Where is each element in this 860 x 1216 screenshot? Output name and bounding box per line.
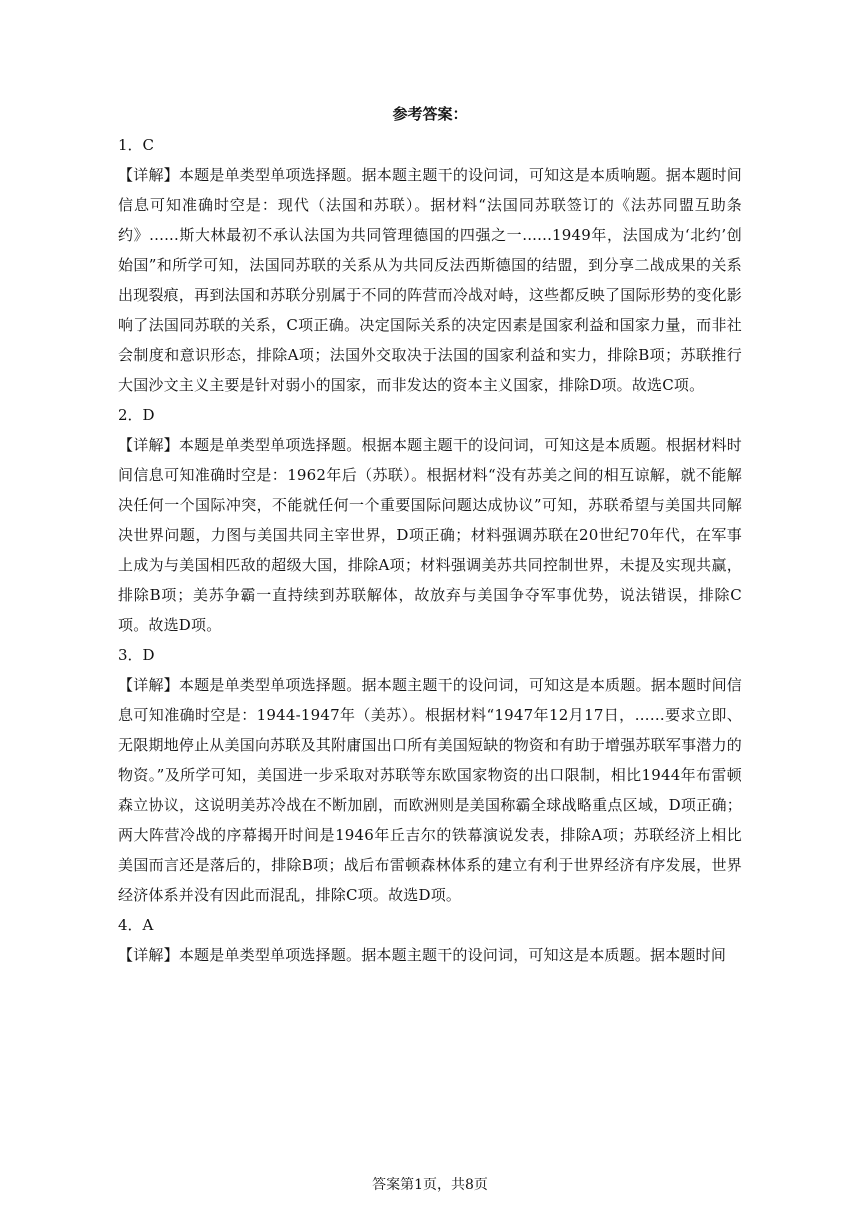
explanation-label: 【详解】 [118,946,179,964]
answer-explanation [118,940,742,970]
answer-explanation [118,670,742,910]
answer-item-4 [118,910,742,970]
explanation-text: 本题是单类型单项选择题。据本题主题干的设问词，可知这是本质响题。据本题时间信息可知准确时空是：现代（法国和苏联）。据材料“法国同苏联签订的《法苏同盟互助条约》......斯大林最初不承认法国为共同管理德国的四强之一......1949年，法国成为‘北约’创始国”和所学可知，法国同苏联的关系从为共同反法西斯德国的结盟，到分享二战成果的关系出现裂痕，再到法国和苏联分别属于不同的阵营而冷战对峙，这些都反映了国际形势的变化影响了法国同苏联的关系，C项正确。决定国际关系的决定因素是国家利益和国家力量，而非社会制度和意识形态，排除A项；法国外交取决于法国的国家利益和实力，排除B项；苏联推行大国沙文主义主要是针对弱小的国家，而非发达的资本主义国家，排除D项。故选C项。 [118,166,742,394]
answer-number: 3．D [118,646,155,664]
answer-explanation [118,430,742,640]
answer-number: 4．A [118,916,154,934]
explanation-label: 【详解】 [118,436,179,454]
answer-item-3 [118,640,742,910]
answer-item-2 [118,400,742,640]
answer-number: 1．C [118,136,155,154]
answer-page [118,100,742,970]
answer-item-1 [118,130,742,400]
explanation-label: 【详解】 [118,676,179,694]
answer-explanation [118,160,742,400]
page-title: 参考答案： [392,105,468,123]
explanation-label: 【详解】 [118,166,179,184]
answer-number: 2．D [118,406,155,424]
page-footer: 答案第1页，共8页 [372,1177,488,1193]
explanation-text: 本题是单类型单项选择题。根据本题主题干的设问词，可知这是本质题。根据材料时间信息可知准确时空是：1962年后（苏联）。根据材料“没有苏美之间的相互谅解，就不能解决任何一个国际冲突，不能就任何一个重要国际问题达成协议”可知，苏联希望与美国共同解决世界问题，力图与美国共同主宰世界，D项正确；材料强调苏联在20世纪70年代，在军事上成为与美国相匹敌的超级大国，排除A项；材料强调美苏共同控制世界，未提及实现共赢，排除B项；美苏争霸一直持续到苏联解体，故放弃与美国争夺军事优势，说法错误，排除C项。故选D项。 [118,436,742,634]
explanation-text: 本题是单类型单项选择题。据本题主题干的设问词，可知这是本质题。据本题时间 [178,946,727,964]
explanation-text: 本题是单类型单项选择题。据本题主题干的设问词，可知这是本质题。据本题时间信息可知准确时空是：1944-1947年（美苏）。根据材料“1947年12月17日，……要求立即、无限期地停止从美国向苏联及其附庸国出口所有美国短缺的物资和有助于增强苏联军事潜力的物资。”及所学可知，美国进一步采取对苏联等东欧国家物资的出口限制，相比1944年布雷顿森立协议，这说明美苏冷战在不断加剧，而欧洲则是美国称霸全球战略重点区域，D项正确；两大阵营冷战的序幕揭开时间是1946年丘吉尔的铁幕演说发表，排除A项；苏联经济上相比美国而言还是落后的，排除B项；战后布雷顿森林体系的建立有利于世界经济有序发展，世界经济体系并没有因此而混乱，排除C项。故选D项。 [118,676,742,904]
